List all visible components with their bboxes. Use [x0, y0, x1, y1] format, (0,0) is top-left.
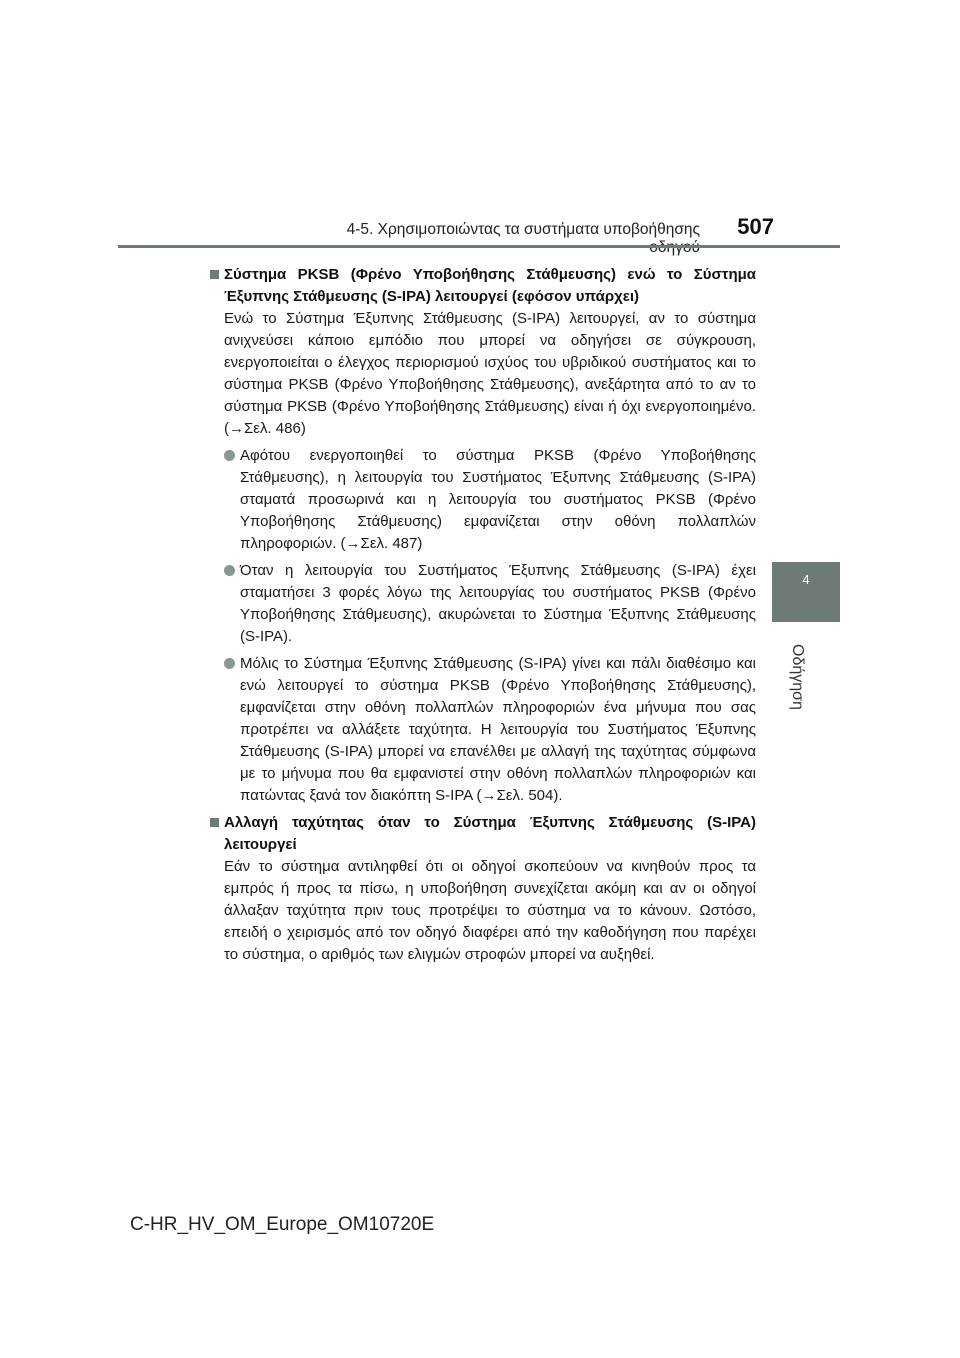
- section-body-gear-change: Εάν το σύστημα αντιληφθεί ότι οι οδηγοί σκοπεύουν να κινηθούν προς τα εμπρός ή προς τα πίσω, η υποβοήθηση συνεχίζεται ακόμη και αν οι οδηγοί άλλαξαν ταχύτητα πριν τους προτρέψει το σύστημα να το κάνουν. Ωστόσο, επειδή ο χειρισμός από τον οδηγό διαφέρει από την καθοδήγηση που παρέχει το σύστημα, ο αριθμός των ελιγμών στροφών μπορεί να αυξηθεί.: [224, 858, 756, 963]
- page-number: 507: [737, 214, 774, 239]
- chapter-tab: [772, 562, 840, 622]
- square-bullet-icon: [210, 270, 219, 279]
- list-item: [210, 560, 756, 648]
- running-header-section: 4-5. Χρησιμοποιώντας τα συστήματα υποβοήθησης: [346, 221, 700, 238]
- section-heading-gear-change: [210, 812, 756, 856]
- list-item-text: Όταν η λειτουργία του Συστήματος Έξυπνης Στάθμευσης (S-IPA) έχει σταματήσει 3 φορές λόγω της λειτουργίας του συστήματος PKSB (Φρένο Υποβοήθησης Στάθμευσης), ακυρώνεται το Σύστημα Έξυπνης Στάθμευσης (S-IPA).: [240, 562, 756, 645]
- list-item-text: Μόλις το Σύστημα Έξυπνης Στάθμευσης (S-IPA) γίνει και πάλι διαθέσιμο και ενώ λειτουργεί το σύστημα PKSB (Φρένο Υποβοήθησης Στάθμευσης), εμφανίζεται στην οθόνη πολλαπλών πληροφοριών ένα μήνυμα που σας προτρέπει να αλλάξετε ταχύτητα. Η λειτουργία του Συστήματος Έξυπνης Στάθμευσης (S-IPA) μπορεί να επανέλθει με αλλαγή της ταχύτητας σύμφωνα με το μήνυμα που θα εμφανιστεί στην οθόνη πολλαπλών πληροφοριών και πατώντας ξανά τον διακόπτη S-IPA (→Σελ. 504).: [240, 655, 756, 804]
- list-item: [210, 445, 756, 555]
- main-content: [210, 264, 756, 966]
- round-bullet-icon: [224, 450, 235, 461]
- chapter-tab-number: 4: [802, 572, 810, 587]
- section-heading-text: Αλλαγή ταχύτητας όταν το Σύστημα Έξυπνης Στάθμευσης (S-IPA) λειτουργεί: [224, 814, 756, 853]
- round-bullet-icon: [224, 658, 235, 669]
- section-heading-pksb: [210, 264, 756, 308]
- document-code-footer: C-HR_HV_OM_Europe_OM10720E: [130, 1214, 435, 1235]
- square-bullet-icon: [210, 818, 219, 827]
- header-rule: [118, 245, 840, 248]
- list-item-text: Αφότου ενεργοποιηθεί το σύστημα PKSB (Φρένο Υποβοήθησης Στάθμευσης), η λειτουργία του Συστήματος Έξυπνης Στάθμευσης (S-IPA) σταματά προσωρινά και η λειτουργία του συστήματος PKSB (Φρένο Υποβοήθησης Στάθμευσης) εμφανίζεται στην οθόνη πολλαπλών πληροφοριών. (→Σελ. 487): [240, 447, 756, 552]
- list-item: [210, 653, 756, 807]
- section-heading-text: Σύστημα PKSB (Φρένο Υποβοήθησης Στάθμευσης) ενώ το Σύστημα Έξυπνης Στάθμευσης (S-IPA) λειτουργεί (εφόσον υπάρχει): [224, 266, 756, 305]
- round-bullet-icon: [224, 565, 235, 576]
- chapter-tab-label: Οδήγηση: [789, 644, 806, 710]
- section-body-pksb: Ενώ το Σύστημα Έξυπνης Στάθμευσης (S-IPA) λειτουργεί, αν το σύστημα ανιχνεύσει κάποιο εμπόδιο που μπορεί να οδηγήσει σε σύγκρουση, ενεργοποιείται ο έλεγχος περιορισμού ισχύος του υβριδικού συστήματος και το σύστημα PKSB (Φρένο Υποβοήθησης Στάθμευσης), ανεξάρτητα από το αν το σύστημα PKSB (Φρένο Υποβοήθησης Στάθμευσης) είναι ή όχι ενεργοποιημένο. (→Σελ. 486): [224, 310, 756, 437]
